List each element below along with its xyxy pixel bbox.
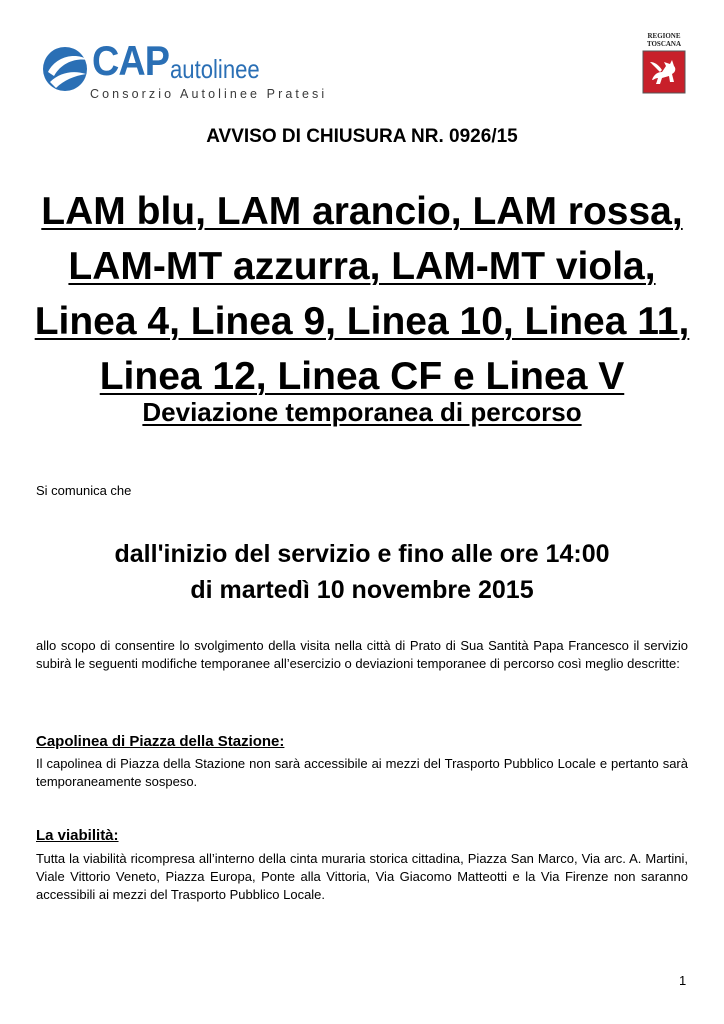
section-text-capolinea: Il capolinea di Piazza della Stazione non sarà accessibile ai mezzi del Trasporto Pubblico Locale e pertanto sarà temporaneamente sospeso. [36, 756, 688, 789]
pegasus-shield-icon [642, 50, 686, 94]
section-text-viabilita: Tutta la viabilità ricompresa all’interno della cinta muraria storica cittadina, Piazza San Marco, Via arc. A. Martini, Viale Vittorio Veneto, Piazza Europa, Ponte alla Vittoria, Via Giacomo Matteotti e la Via Firenze non saranno accessibili ai mezzi del Trasporto Pubblico Locale. [36, 851, 688, 902]
notice-number: AVVISO DI CHIUSURA NR. 0926/15 [206, 126, 518, 147]
regione-line1: REGIONE [647, 32, 681, 40]
intro-text: Si comunica che [36, 483, 132, 498]
cap-swoosh-icon [40, 42, 92, 94]
section-title-viabilita: La viabilità: [36, 827, 119, 844]
logo-autolinee-text: autolinee [170, 54, 260, 84]
cap-autolinee-logo [40, 38, 340, 102]
page-number: 1 [679, 973, 687, 988]
date-line: dall'inizio del servizio e fino alle ore 14:00 [114, 540, 610, 568]
title-line: Linea 4, Linea 9, Linea 10, Linea 11, [34, 300, 690, 343]
title-line: LAM-MT azzurra, LAM-MT viola, [68, 245, 656, 288]
notice-title [30, 184, 694, 404]
title-line: Linea 12, Linea CF e Linea V [99, 355, 625, 398]
section-title-capolinea: Capolinea di Piazza della Stazione: [36, 733, 285, 750]
date-line: di martedì 10 novembre 2015 [190, 576, 534, 604]
notice-subtitle: Deviazione temporanea di percorso [142, 397, 582, 427]
purpose-paragraph: allo scopo di consentire lo svolgimento della visita nella città di Prato di Sua Santità Papa Francesco il servizio subirà le seguenti modifiche temporanee all’esercizio o deviazioni temporanee di percorso così meglio descritte: [36, 638, 688, 671]
validity-period [0, 536, 724, 608]
logo-cap-text: CAP [92, 37, 170, 84]
regione-toscana-logo [641, 32, 687, 98]
title-line: LAM blu, LAM arancio, LAM rossa, [41, 190, 683, 233]
regione-line2: TOSCANA [646, 40, 682, 48]
logo-tagline: Consorzio Autolinee Pratesi [90, 87, 328, 101]
